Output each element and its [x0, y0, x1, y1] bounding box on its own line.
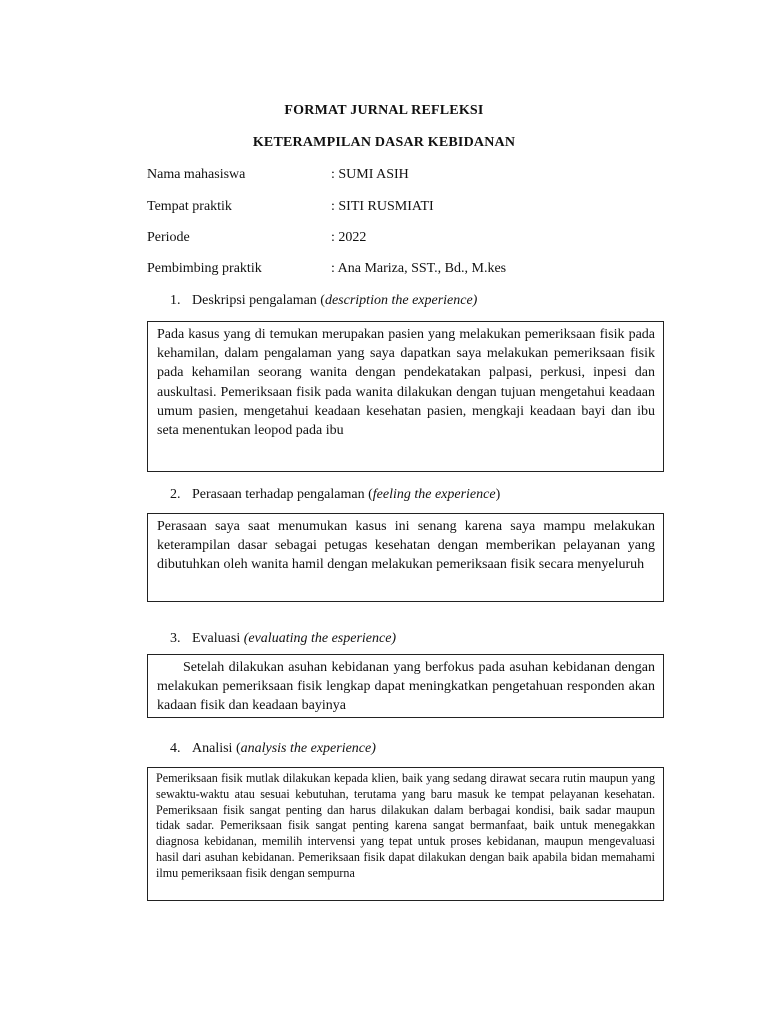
section-box-evaluasi — [147, 654, 664, 718]
info-value: : SUMI ASIH — [331, 167, 409, 182]
section-number: 1. — [170, 293, 181, 308]
section-box-analisi — [147, 767, 664, 901]
section-heading-analisi — [170, 741, 376, 757]
info-value: : Ana Mariza, SST., Bd., M.kes — [331, 261, 507, 276]
section-label: Evaluasi — [192, 631, 244, 646]
section-box-perasaan — [147, 513, 664, 602]
section-text: Setelah dilakukan asuhan kebidanan yang berfokus pada asuhan kebidanan dengan melakukan pemeriksaan fisik lengkap dapat meningkatkan pengetahuan responden akan kadaan fisik dan keadaan bayinya — [157, 660, 655, 714]
section-label-italic: description the experience) — [324, 293, 478, 308]
section-text: Perasaan saya saat menumukan kasus ini senang karena saya mampu melakukan keterampilan dasar sebagai petugas kesehatan dengan memberikan pelayanan yang dibutuhkan oleh wanita hamil dengan melakukan pemeriksaan fisik secara menyeluruh — [157, 519, 655, 573]
section-number: 4. — [170, 741, 181, 756]
document-title: FORMAT JURNAL REFLEKSI — [284, 103, 484, 118]
section-box-deskripsi — [147, 321, 664, 472]
section-heading-perasaan — [170, 487, 500, 503]
section-number: 3. — [170, 631, 181, 646]
info-label: Tempat praktik — [147, 199, 232, 214]
section-number: 2. — [170, 487, 181, 502]
info-label: Periode — [147, 230, 190, 245]
section-text: Pemeriksaan fisik mutlak dilakukan kepada klien, baik yang sedang dirawat secara rutin maupun yang sewaktu-waktu atau sesuai kebutuhan, terutama yang baru masuk ke tempat pelayanan kesehatan. Pemeriksaan fisik sangat penting dan harus dilakukan dalam berbagai kondisi, baik sadar maupun tidak sadar. Pemeriksaan fisik sangat penting karena sangat bermanfaat, baik untuk menegakkan diagnosa kebidanan, memilih intervensi yang tepat untuk proses kebidanan, maupun mengevaluasi hasil dari asuhan kebidanan. Pemeriksaan fisik dapat dilakukan dengan baik apabila bidan memahami ilmu pemeriksaan fisik dengan sempurna — [156, 771, 655, 880]
section-heading-deskripsi — [170, 293, 477, 309]
section-label-italic: feeling the experience — [372, 487, 496, 502]
document-subtitle: KETERAMPILAN DASAR KEBIDANAN — [252, 135, 516, 150]
info-label: Pembimbing praktik — [147, 261, 262, 276]
section-label: Perasaan terhadap pengalaman ( — [192, 487, 373, 502]
section-label-italic: (evaluating the esperience) — [243, 631, 397, 646]
info-value: : SITI RUSMIATI — [331, 199, 434, 214]
section-label-italic: analysis the experience) — [240, 741, 376, 756]
section-label: Deskripsi pengalaman ( — [192, 293, 325, 308]
info-label: Nama mahasiswa — [147, 167, 246, 182]
section-text: Pada kasus yang di temukan merupakan pasien yang melakukan pemeriksaan fisik pada kehamilan, dalam pengalaman yang saya dapatkan saya melakukan pemeriksaan fisik pada kehamilan seorang wanita dengan pendekatakan palpasi, perkusi, inpesi dan auskultasi. Pemeriksaan fisik pada wanita dilakukan dengan tujuan mengetahui keadaan umum pasien, mengetahui keadaan kesehatan pasien, mengkaji keadaan bayi dan ibu seta menentukan leopod pada ibu — [157, 327, 655, 439]
info-value: : 2022 — [331, 230, 367, 245]
section-label-tail: ) — [495, 487, 501, 502]
section-heading-evaluasi — [170, 631, 396, 647]
section-label: Analisi ( — [192, 741, 241, 756]
